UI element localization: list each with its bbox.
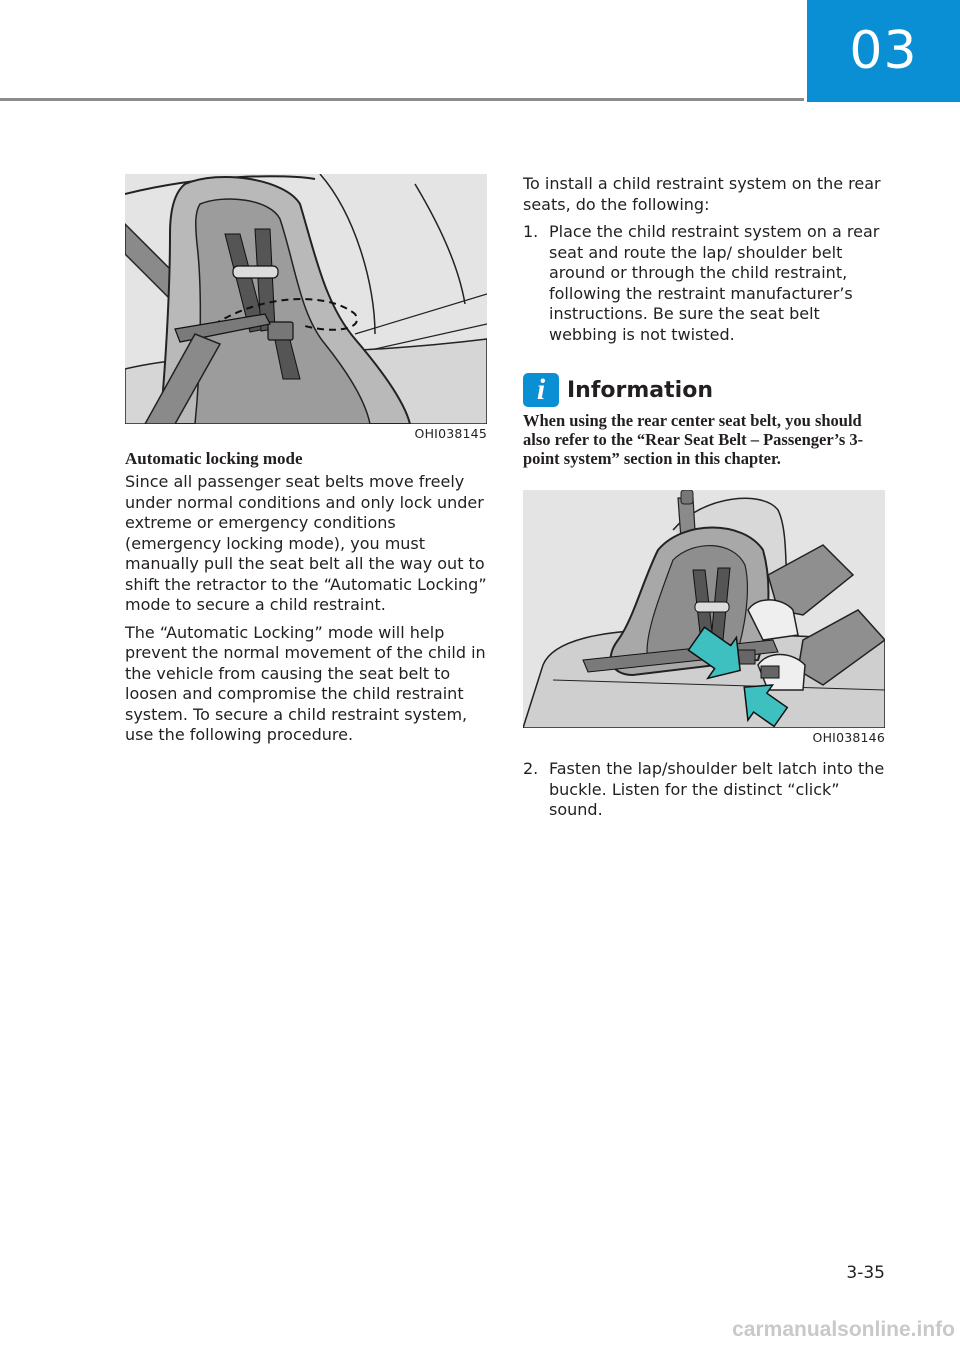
chapter-tab: 03	[807, 0, 960, 102]
watermark: carmanualsonline.info	[732, 1318, 955, 1341]
body-paragraph: The “Automatic Locking” mode will help prevent the normal movement of the child in the vehicle from causing the seat belt to loosen and compromise the child restraint system. To secure a child restraint system, use the following procedure.	[125, 622, 486, 744]
info-icon: i	[523, 373, 559, 407]
intro-paragraph: To install a child restraint system on the rear seats, do the following:	[523, 174, 881, 214]
information-header	[523, 373, 885, 407]
information-body: When using the rear center seat belt, you should also refer to the “Rear Seat Belt – Passenger’s 3-point system” section in this chapter.	[523, 411, 864, 468]
information-title: Information	[567, 377, 713, 403]
body-paragraph: Since all passenger seat belts move freely under normal conditions and only lock under extreme or emergency conditions (emergency locking mode), you must manually pull the seat belt all the way out to shift the retractor to the “Automatic Locking” mode to secure a child restraint.	[125, 472, 487, 614]
buckle-fastening-illustration	[523, 490, 885, 728]
step-number: 2.	[523, 759, 539, 778]
step-2	[523, 759, 885, 821]
figure-code: OHI038145	[414, 426, 487, 441]
left-column	[125, 174, 487, 753]
child-seat-illustration	[125, 174, 487, 424]
step-1	[523, 222, 885, 345]
figure-code: OHI038146	[812, 730, 885, 745]
page-number: 3-35	[846, 1263, 885, 1283]
header-rule	[0, 98, 804, 101]
step-text: Fasten the lap/shoulder belt latch into the buckle. Listen for the distinct “click” sound.	[549, 759, 885, 819]
right-column	[523, 174, 885, 828]
section-subheading: Automatic locking mode	[125, 449, 303, 468]
step-number: 1.	[523, 222, 539, 241]
step-text: Place the child restraint system on a rear seat and route the lap/ shoulder belt around or through the child restraint, following the restraint manufacturer’s instructions. Be sure the seat belt webbing is not twisted.	[549, 222, 880, 344]
